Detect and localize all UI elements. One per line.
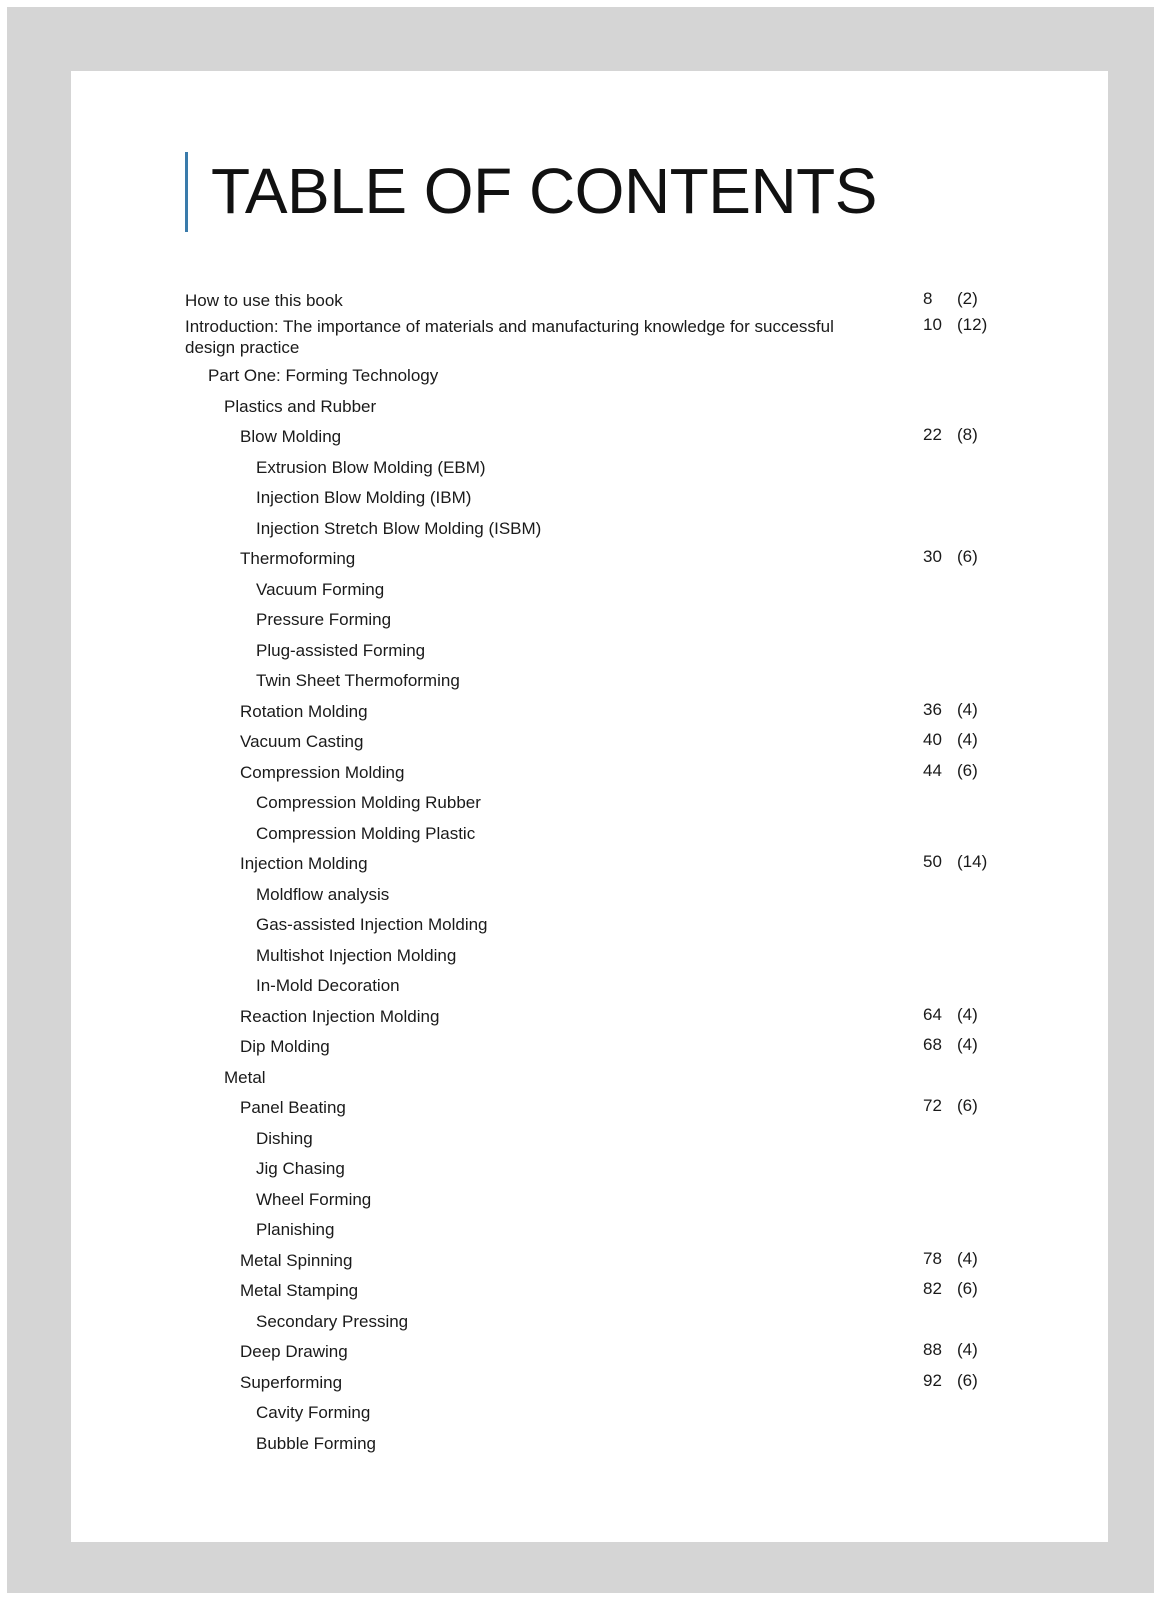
toc-page-number: 8 xyxy=(923,289,933,308)
toc-page-count: (12) xyxy=(957,315,988,334)
toc-page-number: 50 xyxy=(923,852,942,871)
toc-page-number: 78 xyxy=(923,1248,942,1268)
toc-page-count: (6) xyxy=(957,1279,978,1298)
toc-page-count: (6) xyxy=(957,1096,978,1115)
toc-page-number: 88 xyxy=(923,1340,942,1359)
toc-entry-title: Introduction: The importance of materials and manufacturing knowledge for successful design practice xyxy=(185,317,834,357)
toc-entry-title: Extrusion Blow Molding (EBM) xyxy=(256,457,486,477)
toc-entry-title: Plastics and Rubber xyxy=(224,396,377,416)
page-frame xyxy=(7,7,1154,1593)
toc-entry-title: Moldflow analysis xyxy=(256,884,390,904)
toc-entry-title: Compression Molding xyxy=(240,762,405,782)
toc-page-number: 68 xyxy=(923,1035,942,1054)
toc-entry-title: Multishot Injection Molding xyxy=(256,945,457,965)
toc-page-number: 40 xyxy=(923,730,942,749)
toc-entry-title: Cavity Forming xyxy=(256,1403,371,1422)
toc-entry-title: Injection Molding xyxy=(240,854,368,873)
toc-entry-title: Injection Blow Molding (IBM) xyxy=(256,488,472,507)
toc-entry-title: Metal xyxy=(224,1067,266,1087)
toc-entry-title: Secondary Pressing xyxy=(256,1311,409,1331)
toc-entry-title: Plug-assisted Forming xyxy=(256,640,426,660)
toc-entry-title: How to use this book xyxy=(185,291,343,310)
toc-page-count: (2) xyxy=(957,289,978,308)
toc-page-count: (6) xyxy=(957,547,978,566)
toc-entry-title: Compression Molding Rubber xyxy=(256,793,481,812)
toc-entry-title: Gas-assisted Injection Molding xyxy=(256,915,488,934)
toc-page-count: (4) xyxy=(957,1248,978,1268)
toc-entry-title: Thermoforming xyxy=(240,549,356,568)
toc-entry-title: Dishing xyxy=(256,1128,313,1148)
toc-page-number: 64 xyxy=(923,1004,942,1024)
page-title: TABLE OF CONTENTS xyxy=(211,155,877,227)
toc-entry-title: In-Mold Decoration xyxy=(256,976,400,995)
toc-list xyxy=(71,71,1108,1478)
toc-entry-title: Reaction Injection Molding xyxy=(240,1006,440,1026)
toc-page-number: 10 xyxy=(923,315,942,334)
document-page xyxy=(71,71,1108,1542)
toc-entry-title: Bubble Forming xyxy=(256,1433,377,1453)
toc-entry-title: Twin Sheet Thermoforming xyxy=(256,671,460,690)
toc-page-count: (6) xyxy=(957,1370,978,1390)
toc-page-count: (4) xyxy=(957,699,978,719)
toc-entry-title: Panel Beating xyxy=(240,1098,346,1117)
toc-entry-title: Deep Drawing xyxy=(240,1342,348,1361)
toc-page-number: 22 xyxy=(923,425,942,444)
toc-entry-title: Rotation Molding xyxy=(240,701,368,721)
toc-entry-title: Part One: Forming Technology xyxy=(208,366,439,385)
toc-page-count: (4) xyxy=(957,1035,978,1054)
toc-page-number: 30 xyxy=(923,547,942,566)
toc-entry-title: Metal Stamping xyxy=(240,1281,359,1300)
toc-entry-title: Blow Molding xyxy=(240,427,342,446)
toc-page-count: (8) xyxy=(957,425,978,444)
toc-entry-title: Planishing xyxy=(256,1220,335,1239)
toc-entry-title: Metal Spinning xyxy=(240,1250,353,1270)
toc-page-count: (4) xyxy=(957,1340,978,1359)
toc-page-number: 82 xyxy=(923,1279,942,1298)
toc-page-count: (6) xyxy=(957,760,978,780)
toc-entry-title: Vacuum Casting xyxy=(240,732,364,751)
toc-entry-title: Jig Chasing xyxy=(256,1159,345,1178)
toc-page-count: (4) xyxy=(957,730,978,749)
toc-entry-title: Wheel Forming xyxy=(256,1189,372,1209)
toc-page-number: 44 xyxy=(923,760,942,780)
toc-entry-title: Compression Molding Plastic xyxy=(256,823,476,843)
toc-page-number: 92 xyxy=(923,1370,942,1390)
toc-page-count: (4) xyxy=(957,1004,978,1024)
toc-entry-title: Injection Stretch Blow Molding (ISBM) xyxy=(256,518,542,538)
toc-entry-title: Superforming xyxy=(240,1372,343,1392)
toc-entry-title: Pressure Forming xyxy=(256,610,392,629)
toc-page-number: 72 xyxy=(923,1096,942,1115)
toc-entry-title: Dip Molding xyxy=(240,1037,330,1056)
toc-entry-title: Vacuum Forming xyxy=(256,579,385,599)
toc-page-number: 36 xyxy=(923,699,942,719)
toc-page-count: (14) xyxy=(957,852,988,871)
